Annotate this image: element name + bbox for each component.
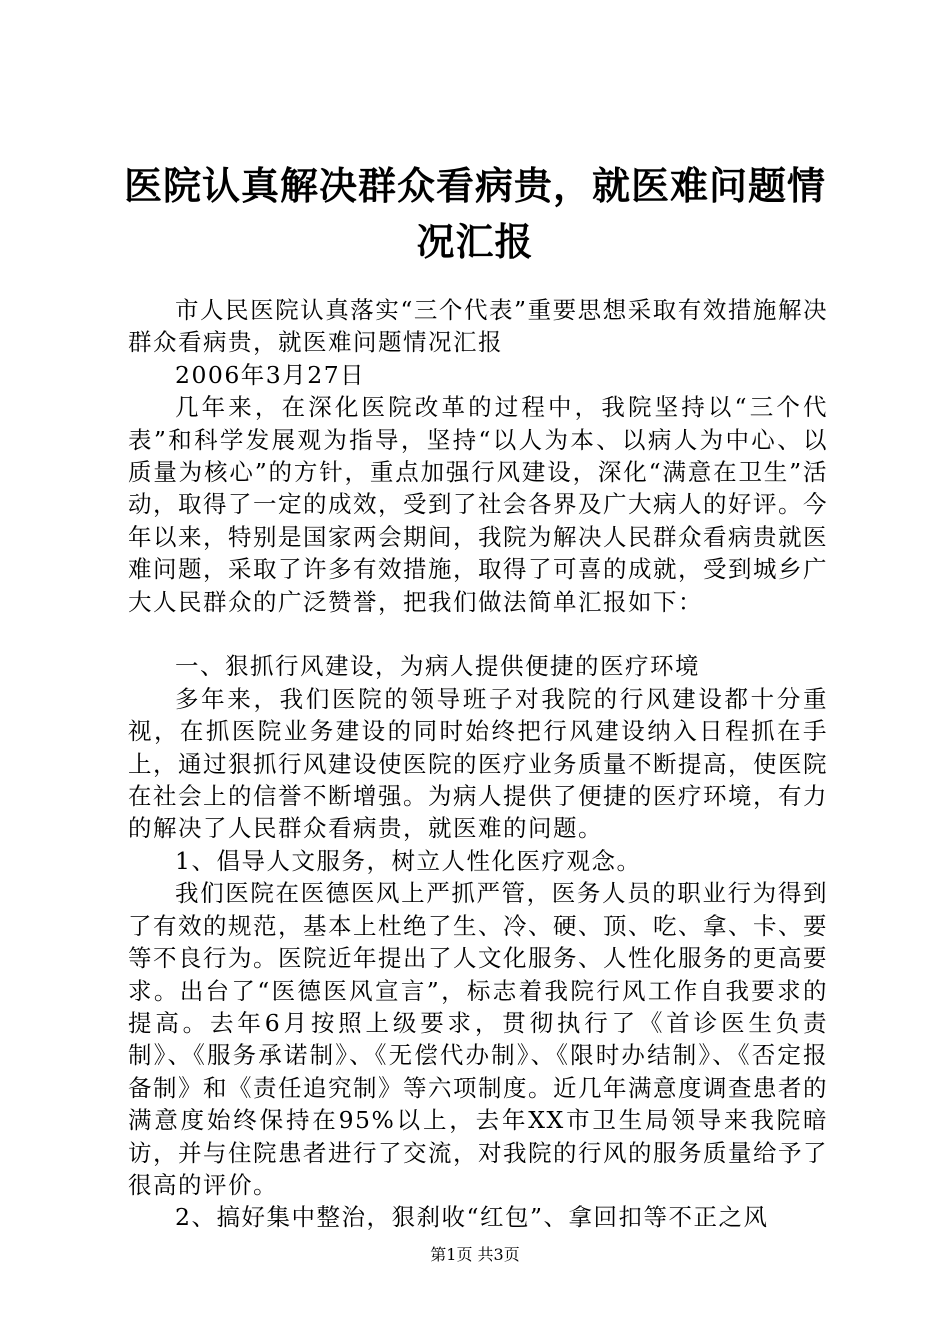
- page-footer: 第1页 共3页: [430, 1245, 520, 1264]
- section-heading: 一、狠抓行风建设，为病人提供便捷的医疗环境: [175, 652, 700, 681]
- date-paragraph: 2006年3月27日: [175, 360, 366, 389]
- body-paragraph: 几年来，在深化医院改革的过程中，我院坚持以“三个代表”和科学发展观为指导，坚持“以人为本、以病人为中心、以质量为核心”的方针，重点加强行风建设，深化“满意在卫生”活动，取得了一定的成效，受到了社会各界及广大病人的好评。今年以来，特别是国家两会期间，我院为解决人民群众看病贵就医难问题，采取了许多有效措施，取得了可喜的成就，受到城乡广大人民群众的广泛赞誉，把我们做法简单汇报如下：: [128, 393, 828, 616]
- body-paragraph: 我们医院在医德医风上严抓严管，医务人员的职业行为得到了有效的规范，基本上杜绝了生、冷、硬、顶、吃、拿、卡、要等不良行为。医院近年提出了人文化服务、人性化服务的更高要求。出台了“医德医风宣言”，标志着我院行风工作自我要求的提高。去年6月按照上级要求，贯彻执行了《首诊医生负责制》、《服务承诺制》、《无偿代办制》、《限时办结制》、《否定报备制》和《责任追究制》等六项制度。近几年满意度调查患者的满意度始终保持在95%以上，去年XX市卫生局领导来我院暗访，并与住院患者进行了交流，对我院的行风的服务质量给予了很高的评价。: [128, 879, 828, 1199]
- subsection-heading: 1、倡导人文服务，树立人性化医疗观念。: [175, 846, 642, 875]
- subsection-heading: 2、搞好集中整治，狠刹收“红包”、拿回扣等不正之风: [175, 1203, 769, 1232]
- intro-heading-paragraph: 市人民医院认真落实“三个代表”重要思想采取有效措施解决群众看病贵，就医难问题情况汇报: [128, 296, 828, 357]
- document-title: 医院认真解决群众看病贵，就医难问题情况汇报: [123, 164, 826, 264]
- blank-line: [128, 618, 828, 650]
- body-paragraph: 多年来，我们医院的领导班子对我院的行风建设都十分重视，在抓医院业务建设的同时始终把行风建设纳入日程抓在手上，通过狠抓行风建设使医院的医疗业务质量不断提高，使医院在社会上的信誉不断增强。为病人提供了便捷的医疗环境，有力的解决了人民群众看病贵，就医难的问题。: [128, 684, 828, 843]
- document-body: [128, 294, 828, 1234]
